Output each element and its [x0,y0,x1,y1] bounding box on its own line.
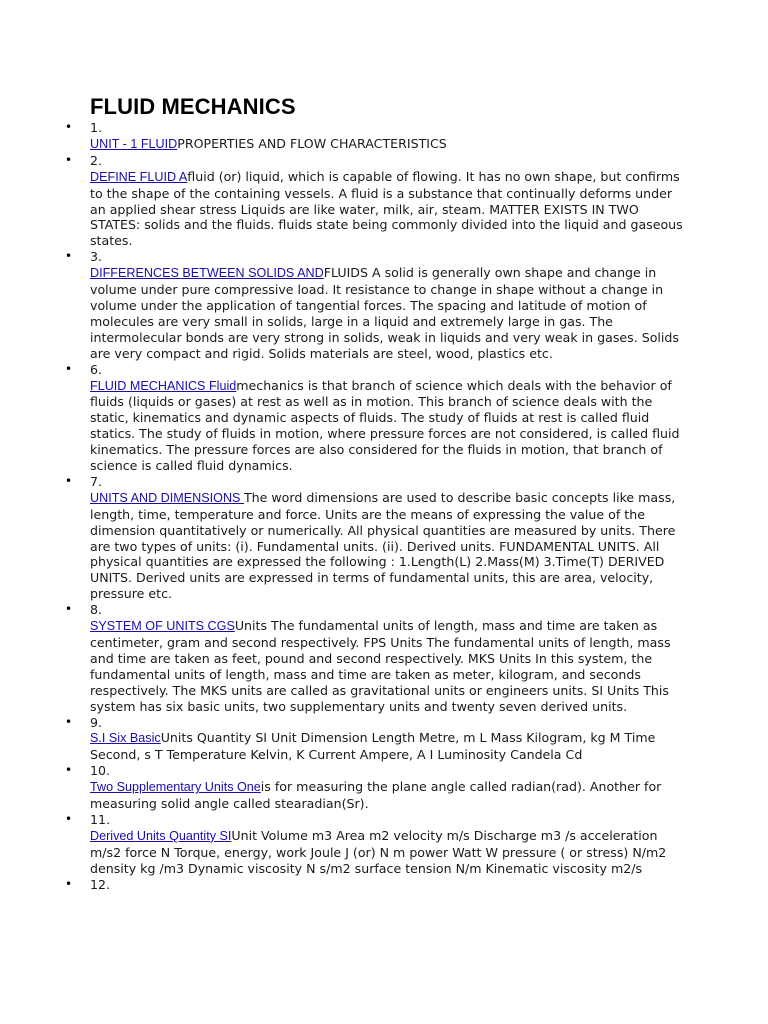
list-item [65,152,690,249]
item-number: 2. [90,152,103,168]
item-body: Units Quantity SI Unit Dimension Length Metre, m L Mass Kilogram, kg M Time Second, s T Temperature Kelvin, K Current Ampere, A I Luminosity Candela Cd [90,730,656,763]
bullet-icon: • [65,876,73,891]
item-text [90,169,690,250]
list-item [65,811,690,877]
list-item [65,361,690,474]
item-body: fluid (or) liquid, which is capable of flowing. It has no own shape, but confirms to the shape of the containing vessels. A fluid is a substance that continually deforms under an applied shear stress Liquids are like water, milk, air, steam. MATTER EXISTS IN TWO STATES: solids and the fluids. fluids state being commonly divided into the liquid and gaseous states. [90,168,683,249]
item-text [90,378,690,474]
item-link[interactable]: FLUID MECHANICS Fluid [90,378,237,393]
item-body: Unit Volume m3 Area m2 velocity m/s Discharge m3 /s acceleration m/s2 force N Torque, energy, work Joule J (or) N m power Watt W pressure ( or stress) N/m2 density kg /m3 Dynamic viscosity N s/m2 surface tension N/m Kinematic viscosity m2/s [90,827,667,876]
bullet-icon: • [65,714,73,729]
document-title: FLUID MECHANICS [90,94,296,119]
item-text [90,265,690,361]
item-link[interactable]: UNIT - 1 FLUID [90,136,178,151]
slide-list [65,120,690,893]
item-body: PROPERTIES AND FLOW CHARACTERISTICS [177,135,447,151]
item-number: 1. [90,120,103,135]
bullet-icon: • [65,152,73,167]
list-item [65,714,690,764]
item-text [90,618,690,714]
item-body: is for measuring the plane angle called radian(rad). Another for measuring solid angle called stearadian(Sr). [90,779,662,812]
item-link[interactable]: S.I Six Basic [90,731,161,746]
list-item [65,473,690,602]
item-number: 7. [90,473,103,489]
item-text [90,730,690,763]
item-link[interactable]: UNITS AND DIMENSIONS [90,490,244,505]
item-number: 11. [90,811,111,827]
item-body: Units The fundamental units of length, mass and time are taken as centimeter, gram and second respectively. FPS Units The fundamental units of length, mass and time are taken as feet, pound and second respectively. MKS Units In this system, the fundamental units of length, mass and time are taken as meter, kilogram, and seconds respectively. The MKS units are called as gravitational units or engineers units. SI Units This system has six basic units, two supplementary units and twenty seven derived units. [90,618,671,714]
bullet-icon: • [65,473,73,488]
bullet-icon: • [65,120,73,134]
item-link[interactable]: DEFINE FLUID A [90,169,188,184]
item-body: FLUIDS A solid is generally own shape and change in volume under pure compressive load. It resistance to change in shape without a change in volume under the application of tangential forces. The spacing and latitude of motion of molecules are very small in solids, large in a liquid and extremely large in gas. The intermolecular bonds are very strong in solids, weak in liquids and very weak in gases. Solids are very compact and rigid. Solids materials are steel, wood, plastics etc. [90,265,679,361]
item-link[interactable]: Two Supplementary Units One [90,780,261,795]
list-item [65,249,690,361]
item-text [90,490,690,602]
bullet-icon: • [65,249,73,264]
list-item [65,763,690,812]
item-text [90,136,690,153]
bullet-icon: • [65,602,73,617]
item-link[interactable]: SYSTEM OF UNITS CGS [90,619,235,634]
item-body: mechanics is that branch of science which deals with the behavior of fluids (liquids or gases) at rest as well as in motion. This branch of science deals with the static, kinematics and dynamic aspects of fluids. The study of fluids at rest is called fluid statics. The study of fluids in motion, where pressure forces are not considered, is called fluid kinematics. The pressure forces are also considered for the fluids in motion, that branch of science is called fluid dynamics. [90,377,680,474]
item-number: 10. [90,763,111,779]
item-number: 8. [90,602,103,618]
item-number: 3. [90,249,103,265]
item-number: 6. [90,361,103,377]
item-text [90,779,690,812]
list-item [65,876,690,893]
list-item [65,602,690,714]
bullet-icon: • [65,361,73,376]
item-text [90,828,690,877]
item-number: 9. [90,714,103,730]
item-link[interactable]: DIFFERENCES BETWEEN SOLIDS AND [90,266,324,281]
list-item [65,120,690,153]
item-number: 12. [90,876,111,892]
item-link[interactable]: Derived Units Quantity SI [90,828,232,843]
bullet-icon: • [65,811,73,826]
item-body: The word dimensions are used to describe basic concepts like mass, length, time, temperature and force. Units are the means of expressing the value of the dimension quantitatively or numerically. All physical quantities are measured by units. There are two types of units: (i). Fundamental units. (ii). Derived units. FUNDAMENTAL UNITS. All physical quantities are expressed the following : 1.Length(L) 2.Mass(M) 3.Time(T) DERIVED UNITS. Derived units are expressed in terms of fundamental units, this are area, velocity, pressure etc. [90,489,676,602]
bullet-icon: • [65,763,73,778]
